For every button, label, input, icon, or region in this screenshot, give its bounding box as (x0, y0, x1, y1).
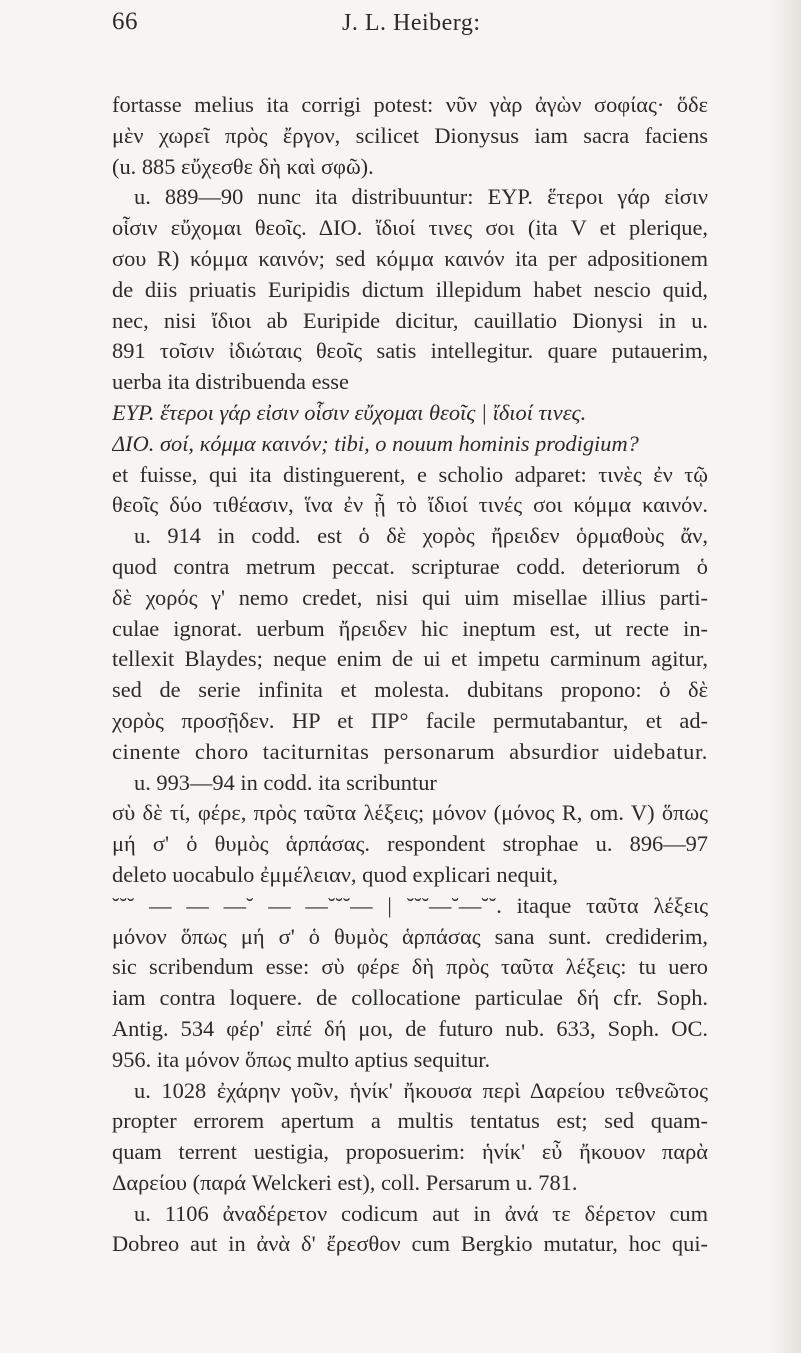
text-line: χορὸς προσῇδεν. HP et ΠP° facile permutabantur, et ad- (112, 707, 708, 733)
text-line: (u. 885 εὔχεσθε δὴ καὶ σφῶ). (112, 153, 374, 179)
body-text (112, 90, 708, 1260)
text-line: quam terrent uestigia, proposuerim: ἡνίκ' εὖ ἤκουον παρὰ (112, 1139, 708, 1165)
text-line: nec, nisi ἴδιοι ab Euripide dicitur, cauillatio Dionysi in u. (112, 307, 708, 333)
text-line: fortasse melius ita corrigi potest: νῦν γὰρ ἀγὼν σοφίας· ὅδε (112, 92, 708, 117)
text-line: u. 889—90 nunc ita distribuuntur: EYP. ἕτεροι γάρ εἰσιν (134, 184, 708, 210)
text-line: propter errorem apertum a multis tentatus est; sed quam- (112, 1108, 708, 1134)
text-line: u. 1106 ἀναδέρετον codicum aut in ἀνά τε δέρετον cum (134, 1200, 708, 1226)
text-line: σὺ δὲ τί, φέρε, πρὸς ταῦτα λέξεις; μόνον (μόνος R, om. V) ὅπως (112, 800, 708, 826)
text-line: deleto uocabulo ἐμμέλειαν, quod explicari nequit, (112, 861, 558, 887)
text-line: u. 1028 ἐχάρην γοῦν, ἡνίκ' ἤκουσα περὶ Δαρείου τεθνεῶτος (134, 1077, 708, 1103)
text-line: culae ignorat. uerbum ἤρειδεν hic ineptum est, ut recte in- (112, 615, 708, 641)
text-line: de diis priuatis Euripidis dictum illepidum habet nescio quid, (112, 276, 708, 302)
text-line: σου R) κόμμα καινόν; sed κόμμα καινόν ita per adpositionem (112, 245, 708, 271)
text-line: Antig. 534 φέρ' εἰπέ δή μοι, de futuro nub. 633, Soph. OC. (112, 1015, 708, 1041)
text-line: δὲ χορός γ' nemo credet, nisi qui uim misellae illius parti- (112, 584, 708, 610)
text-line: iam contra loquere. de collocatione particulae δή cfr. Soph. (112, 985, 708, 1011)
text-line: ΔΙΟ. σοί, κόμμα καινόν; tibi, o nouum hominis prodigium? (112, 430, 639, 456)
text-line: 891 τοῖσιν ἰδιώταις θεοῖς satis intellegitur. quare putauerim, (112, 338, 708, 364)
text-line: uerba ita distribuenda esse (112, 369, 349, 395)
page-number: 66 (112, 8, 138, 35)
text-line: u. 914 in codd. est ὁ δὲ χορὸς ἤρειδεν ὁρμαθοὺς ἄν, (134, 523, 708, 549)
running-head: J. L. Heiberg: (342, 10, 481, 36)
text-line: EYP. ἕτεροι γάρ εἰσιν οἷσιν εὔχομαι θεοῖς | ἴδιοί τινες. (112, 399, 587, 425)
metrical-scheme-line: ˘˘˘ — — —˘ — —˘˘˘— | ˘˘˘—˘—˘˘. itaque ταῦτα λέξεις (112, 892, 708, 918)
text-line: μή σ' ὁ θυμὸς ἁρπάσας. respondent strophae u. 896—97 (112, 831, 708, 857)
text-line: οἷσιν εὔχομαι θεοῖς. ΔΙΟ. ἴδιοί τινες σοι (ita V et plerique, (112, 215, 708, 241)
text-line: sed de serie infinita et molesta. dubitans propono: ὁ δὲ (112, 677, 708, 703)
text-line: θεοῖς δύο τιθέασιν, ἵνα ἐν ᾖ τὸ ἴδιοί τινές σοι κόμμα καινόν. (112, 492, 708, 518)
text-line: Dobreo aut in ἀνὰ δ' ἔρεσθον cum Bergkio mutatur, hoc qui- (112, 1231, 708, 1257)
text-line: μόνον ὅπως μή σ' ὁ θυμὸς ἁρπάσας sana sunt. crediderim, (112, 923, 708, 949)
page-header (112, 8, 708, 48)
text-line: tellexit Blaydes; neque enim de ui et impetu carminum agitur, (112, 646, 708, 672)
text-line: 956. ita μόνον ὅπως multo aptius sequitur. (112, 1046, 491, 1072)
text-line: u. 993—94 in codd. ita scribuntur (134, 769, 437, 795)
text-line: μὲν χωρεῖ πρὸς ἔργον, scilicet Dionysus iam sacra faciens (112, 122, 708, 148)
text-line: cinente choro taciturnitas personarum absurdior uidebatur. (112, 738, 708, 764)
text-line: quod contra metrum peccat. scripturae codd. deteriorum ὁ (112, 553, 708, 579)
text-line: et fuisse, qui ita distinguerent, e scholio adparet: τινὲς ἐν τῷ (112, 461, 708, 487)
text-line: sic scribendum esse: σὺ φέρε δὴ πρὸς ταῦτα λέξεις: tu uero (112, 954, 708, 980)
text-line: Δαρείου (παρά Welckeri est), coll. Persarum u. 781. (112, 1169, 578, 1195)
page-edge-shadow (771, 0, 801, 1353)
